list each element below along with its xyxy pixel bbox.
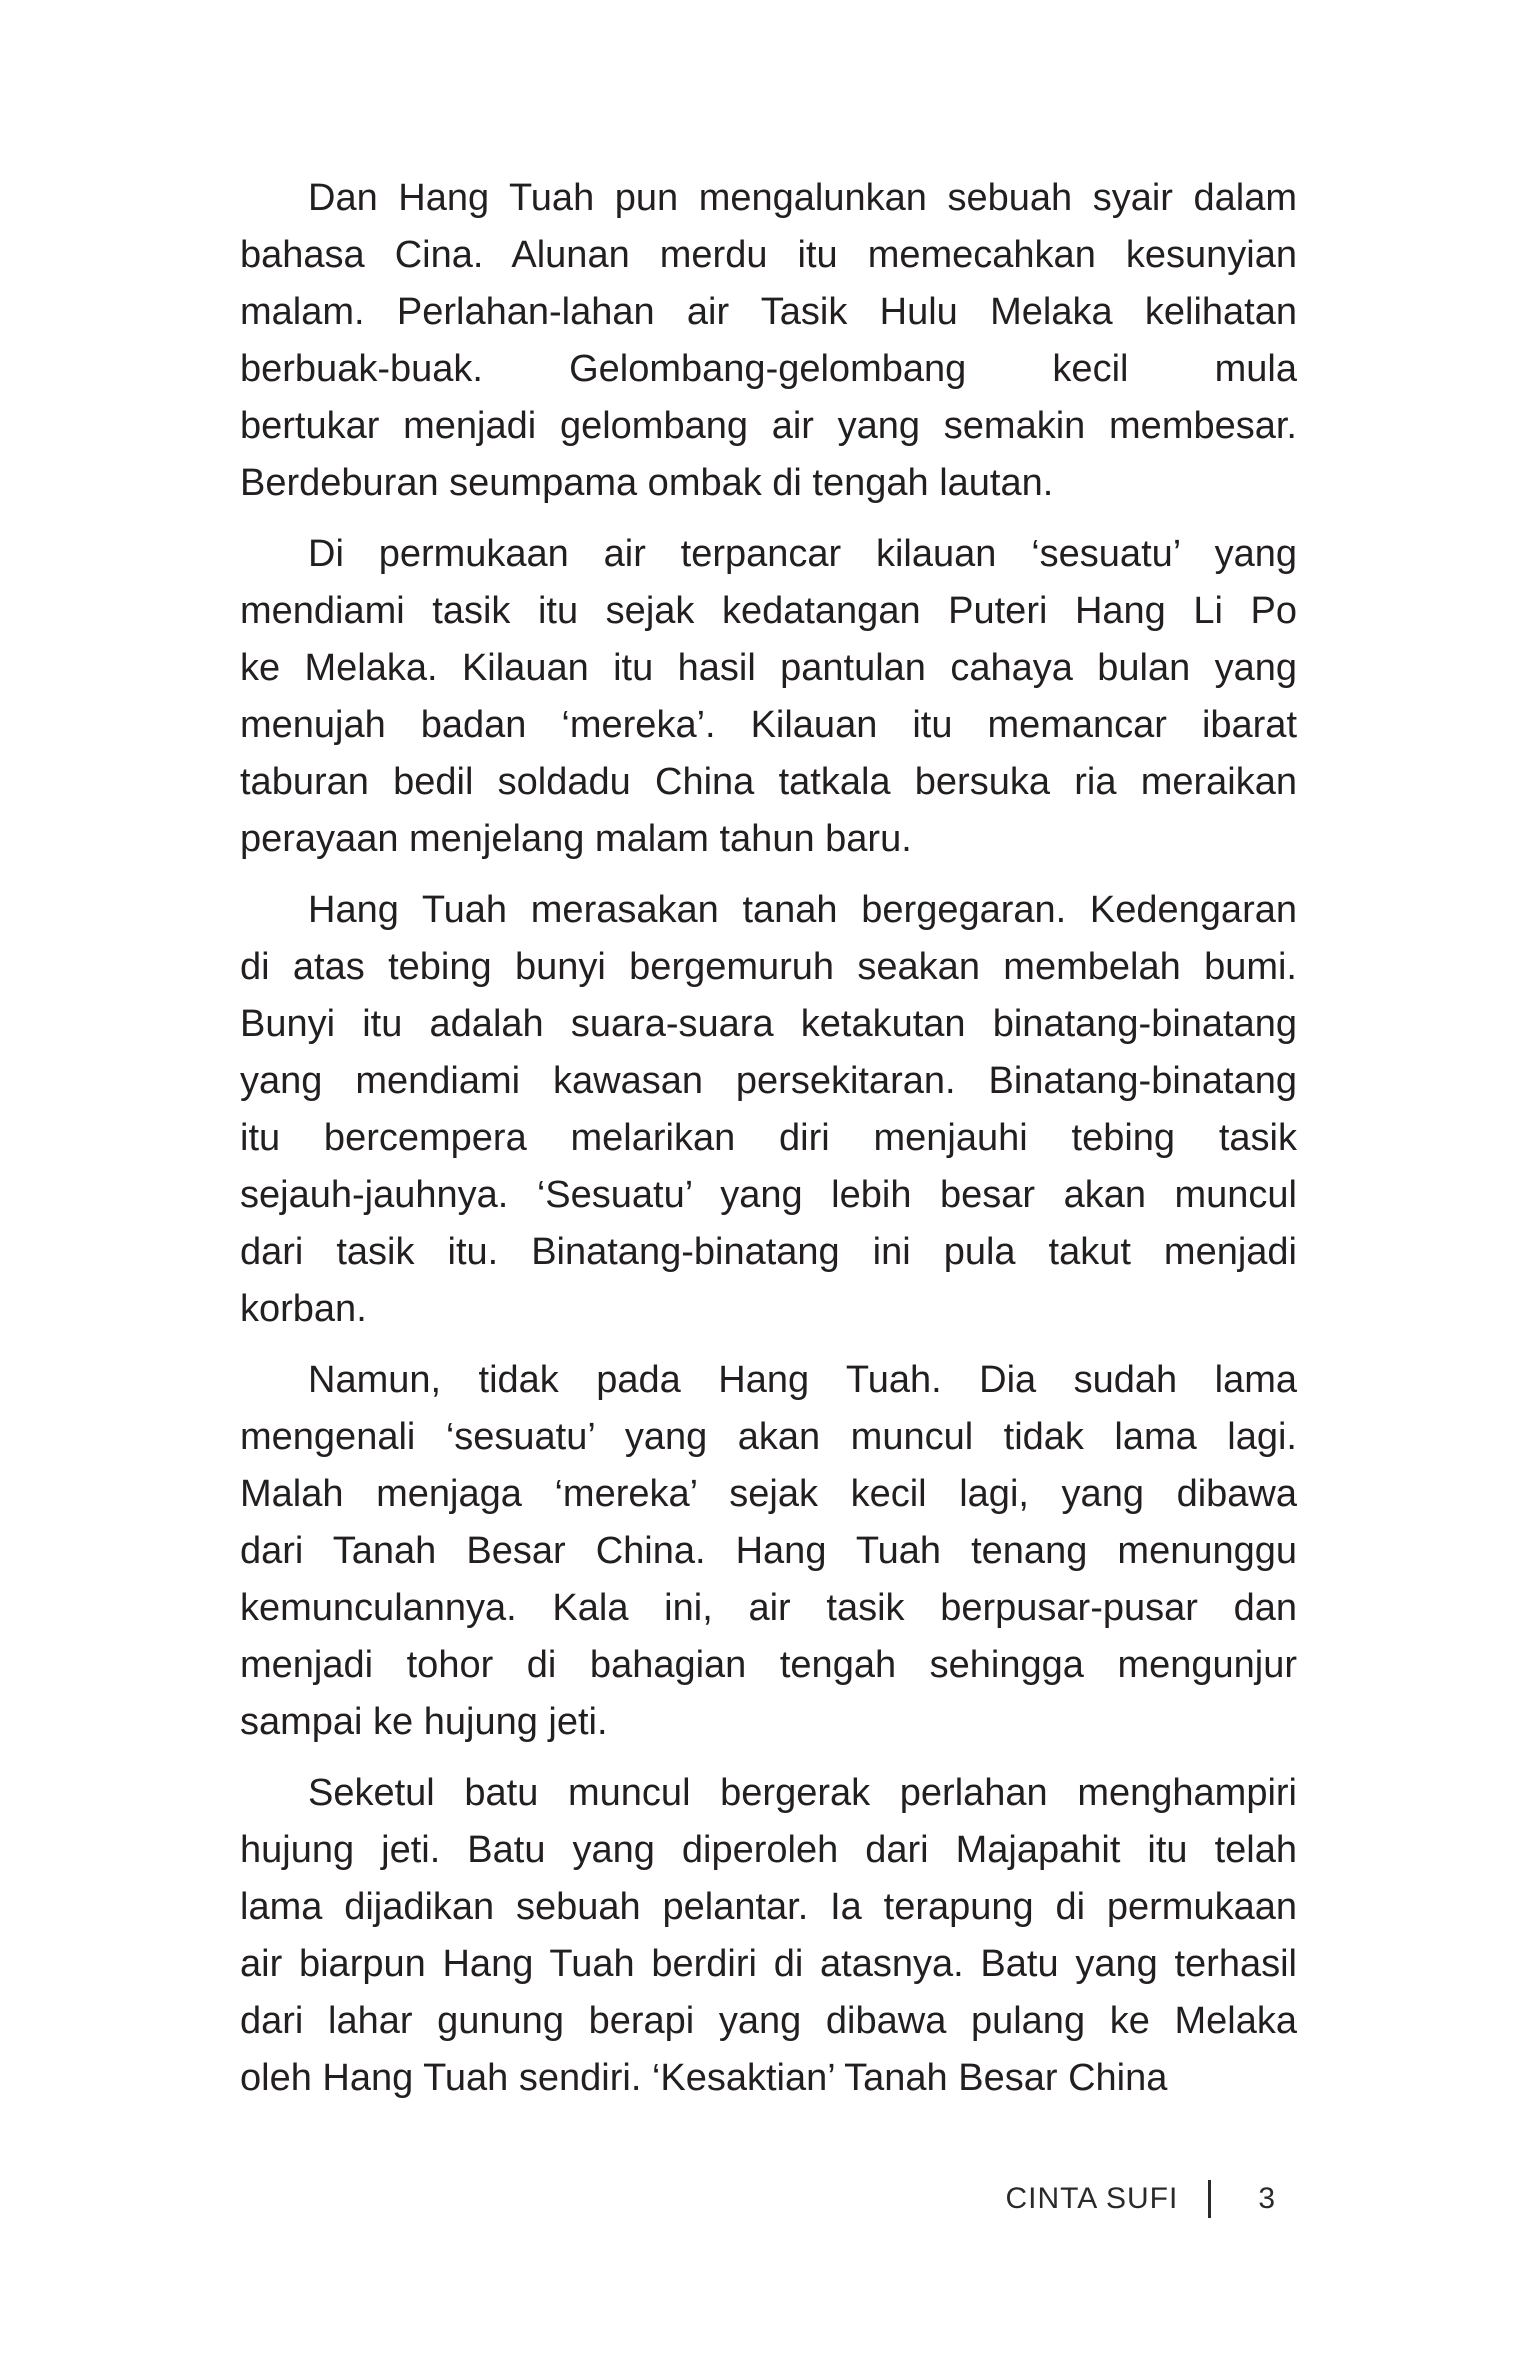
running-title: CINTA SUFI [1005, 2182, 1179, 2215]
text-line: Malah menjaga ‘mereka’ sejak kecil lagi, yang dibawa [240, 1473, 1297, 1515]
text-line: malam. Perlahan-lahan air Tasik Hulu Melaka kelihatan [240, 291, 1297, 333]
text-line: dari lahar gunung berapi yang dibawa pulang ke Melaka [240, 2000, 1297, 2042]
body-text [240, 170, 1297, 2107]
text-line: bertukar menjadi gelombang air yang semakin membesar. [240, 405, 1297, 447]
text-line: Namun, tidak pada Hang Tuah. Dia sudah lama [308, 1359, 1297, 1401]
text-line: Di permukaan air terpancar kilauan ‘sesuatu’ yang [308, 533, 1297, 575]
paragraph [240, 526, 1297, 868]
text-line: air biarpun Hang Tuah berdiri di atasnya. Batu yang terhasil [240, 1943, 1297, 1985]
text-line: menjadi tohor di bahagian tengah sehingga mengunjur [240, 1644, 1297, 1686]
text-line: ke Melaka. Kilauan itu hasil pantulan cahaya bulan yang [240, 647, 1297, 689]
text-line: Berdeburan seumpama ombak di tengah lautan. [240, 462, 1054, 504]
paragraph [240, 170, 1297, 512]
text-line: dari tasik itu. Binatang-binatang ini pula takut menjadi [240, 1231, 1297, 1273]
paragraph [240, 882, 1297, 1338]
text-line: Dan Hang Tuah pun mengalunkan sebuah syair dalam [308, 177, 1297, 219]
text-line: sejauh-jauhnya. ‘Sesuatu’ yang lebih besar akan muncul [240, 1174, 1297, 1216]
page-number: 3 [1258, 2182, 1275, 2215]
paragraph [240, 1765, 1297, 2107]
text-line: taburan bedil soldadu China tatkala bersuka ria meraikan [240, 761, 1297, 803]
text-line: itu bercempera melarikan diri menjauhi tebing tasik [240, 1117, 1297, 1159]
text-line: bahasa Cina. Alunan merdu itu memecahkan kesunyian [240, 234, 1297, 276]
text-line: Hang Tuah merasakan tanah bergegaran. Kedengaran [308, 889, 1297, 931]
text-line: Bunyi itu adalah suara-suara ketakutan binatang-binatang [240, 1003, 1297, 1045]
text-line: mengenali ‘sesuatu’ yang akan muncul tidak lama lagi. [240, 1416, 1297, 1458]
text-line: menujah badan ‘mereka’. Kilauan itu memancar ibarat [240, 704, 1297, 746]
text-line: di atas tebing bunyi bergemuruh seakan membelah bumi. [240, 946, 1297, 988]
text-line: perayaan menjelang malam tahun baru. [240, 818, 912, 860]
text-line: lama dijadikan sebuah pelantar. Ia terapung di permukaan [240, 1886, 1297, 1928]
text-line: Seketul batu muncul bergerak perlahan menghampiri [308, 1772, 1297, 1814]
text-line: berbuak-buak. Gelombang-gelombang kecil mula [240, 348, 1297, 390]
footer-divider-bar [1208, 2180, 1211, 2218]
text-line: kemunculannya. Kala ini, air tasik berpusar-pusar dan [240, 1587, 1297, 1629]
page-footer [1006, 2180, 1275, 2218]
text-line: hujung jeti. Batu yang diperoleh dari Majapahit itu telah [240, 1829, 1297, 1871]
text-line: korban. [240, 1288, 367, 1330]
text-line: dari Tanah Besar China. Hang Tuah tenang menunggu [240, 1530, 1297, 1572]
text-line: yang mendiami kawasan persekitaran. Binatang-binatang [240, 1060, 1297, 1102]
text-line: mendiami tasik itu sejak kedatangan Puteri Hang Li Po [240, 590, 1297, 632]
text-line: oleh Hang Tuah sendiri. ‘Kesaktian’ Tanah Besar China [240, 2057, 1168, 2099]
paragraph [240, 1352, 1297, 1751]
text-line: sampai ke hujung jeti. [240, 1701, 608, 1743]
